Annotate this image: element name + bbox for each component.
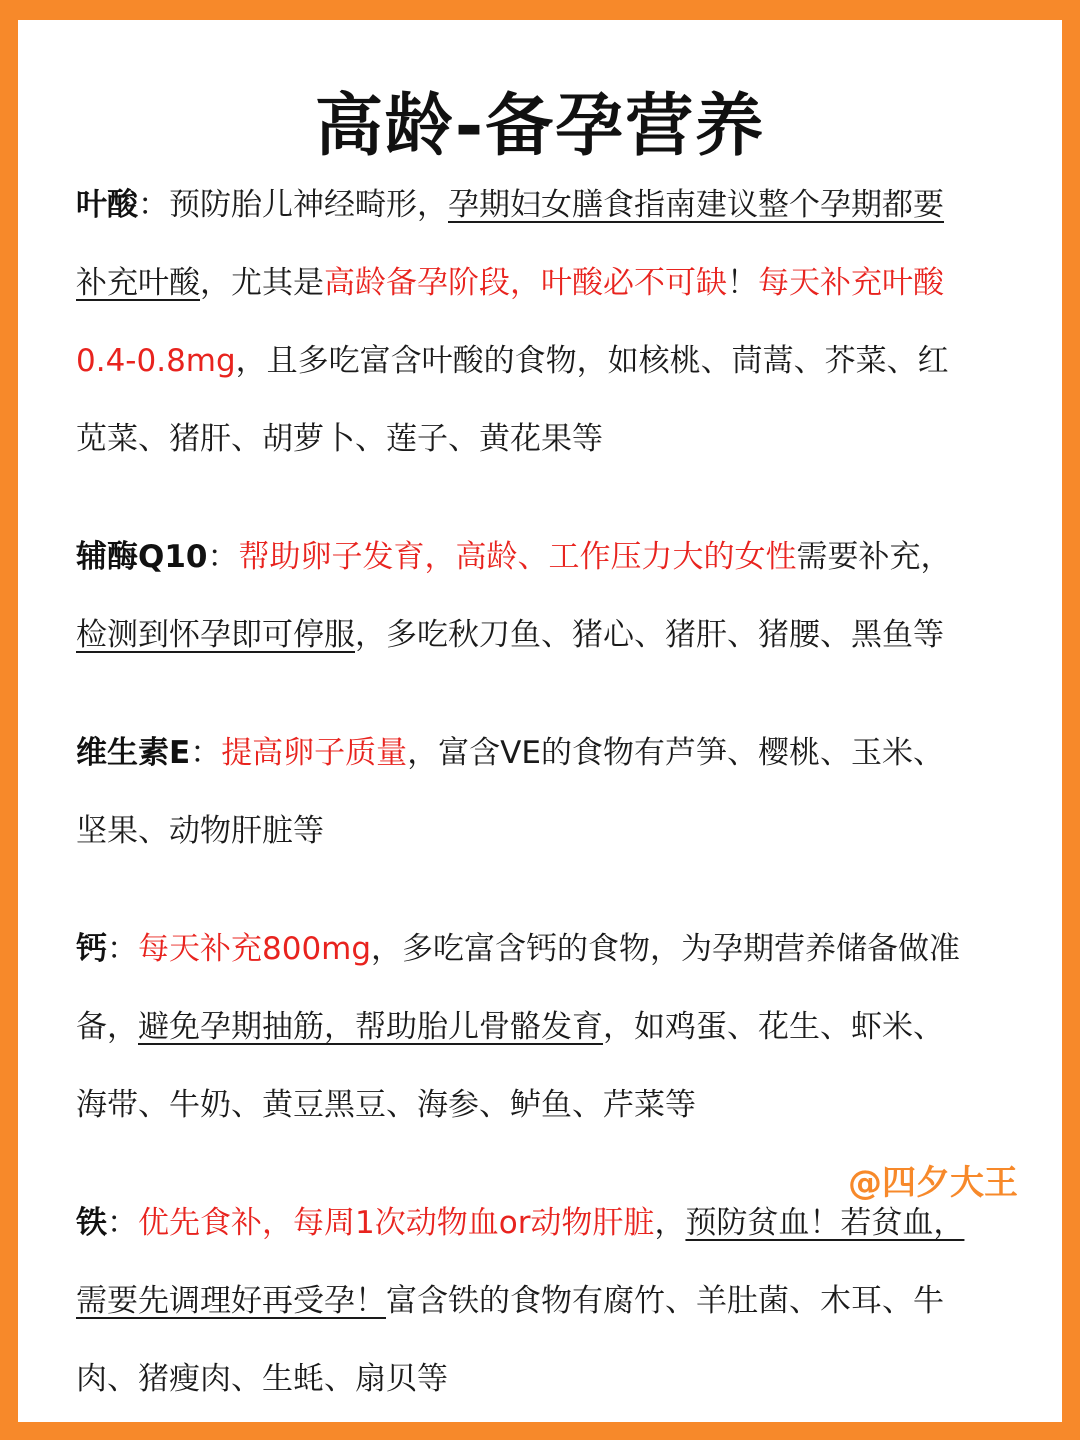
text-span: 需要补充， — [796, 539, 952, 575]
page-title: 高龄-备孕营养 — [314, 87, 766, 166]
highlight-text: 每天补充叶酸 — [758, 265, 944, 301]
text-span: ，多吃富含钙的食物，为孕期营养储备做准 — [371, 931, 961, 967]
text-span: ，多吃秋刀鱼、猪心、猪肝、猪腰、黑鱼等 — [355, 617, 944, 653]
content-card — [18, 20, 1062, 1422]
nutrient-label: 维生素E — [76, 735, 191, 771]
highlight-text: 优先食补，每周1次动物血or动物肝脏 — [138, 1205, 655, 1241]
text-line — [76, 988, 1006, 1066]
text-span: ： — [107, 931, 138, 967]
underlined-text: 孕期妇女膳食指南建议整个孕期都要 — [448, 187, 944, 223]
text-line — [76, 1262, 1006, 1340]
underlined-text: 避免孕期抽筋，帮助胎儿骨骼发育 — [138, 1009, 603, 1045]
highlight-text: 提高卵子质量 — [221, 735, 408, 771]
highlight-text: 帮助卵子发育，高龄、工作压力大的女性 — [238, 539, 797, 575]
text-line — [76, 910, 1006, 988]
nutrient-label: 叶酸 — [76, 187, 138, 223]
nutrient-label: 辅酶Q10 — [76, 539, 208, 575]
text-line: 坚果、动物肝脏等 — [76, 813, 324, 849]
text-line — [76, 1184, 1006, 1262]
underlined-text: 需要先调理好再受孕！ — [76, 1283, 386, 1319]
section-iron — [76, 1184, 1006, 1418]
text-span: ： — [207, 539, 239, 575]
highlight-text: 每天补充800mg — [138, 931, 372, 967]
section-vitamin-e — [76, 714, 1006, 870]
text-span: ： — [107, 1205, 138, 1241]
underlined-text: 检测到怀孕即可停服 — [76, 617, 355, 653]
section-calcium — [76, 910, 1006, 1144]
text-line — [76, 244, 1006, 322]
underlined-text: 补充叶酸 — [76, 265, 200, 301]
nutrient-label: 钙 — [76, 931, 107, 967]
text-span: 富含铁的食物有腐竹、羊肚菌、木耳、牛 — [386, 1283, 944, 1319]
section-coq10 — [76, 518, 1006, 674]
text-line — [76, 714, 1006, 792]
text-span: ，尤其是 — [200, 265, 324, 301]
text-line — [76, 596, 1006, 674]
text-span: ，且多吃富含叶酸的食物，如核桃、茼蒿、芥菜、红 — [235, 343, 949, 379]
text-span: ： — [190, 735, 222, 771]
underlined-text: 预防贫血！若贫血， — [685, 1205, 965, 1241]
text-span: 备， — [76, 1009, 138, 1045]
highlight-text: 0.4-0.8mg — [76, 343, 236, 379]
text-line: 肉、猪瘦肉、生蚝、扇贝等 — [76, 1361, 448, 1397]
text-line — [76, 166, 1006, 244]
highlight-text: 高龄备孕阶段，叶酸必不可缺 — [324, 265, 727, 301]
text-line — [76, 322, 1006, 400]
text-span: ，如鸡蛋、花生、虾米、 — [603, 1009, 944, 1045]
text-line — [76, 518, 1006, 596]
text-line: 海带、牛奶、黄豆黑豆、海参、鲈鱼、芹菜等 — [76, 1087, 696, 1123]
text-span: ，富含VE的食物有芦笋、樱桃、玉米、 — [407, 735, 944, 771]
text-line: 苋菜、猪肝、胡萝卜、莲子、黄花果等 — [76, 421, 603, 457]
section-folic-acid — [76, 166, 1006, 478]
text-span: ！ — [727, 265, 758, 301]
text-span: ：预防胎儿神经畸形， — [138, 187, 448, 223]
author-watermark: @四夕大王 — [848, 1163, 1018, 1203]
nutrient-label: 铁 — [76, 1205, 107, 1241]
text-span: ， — [654, 1205, 686, 1241]
